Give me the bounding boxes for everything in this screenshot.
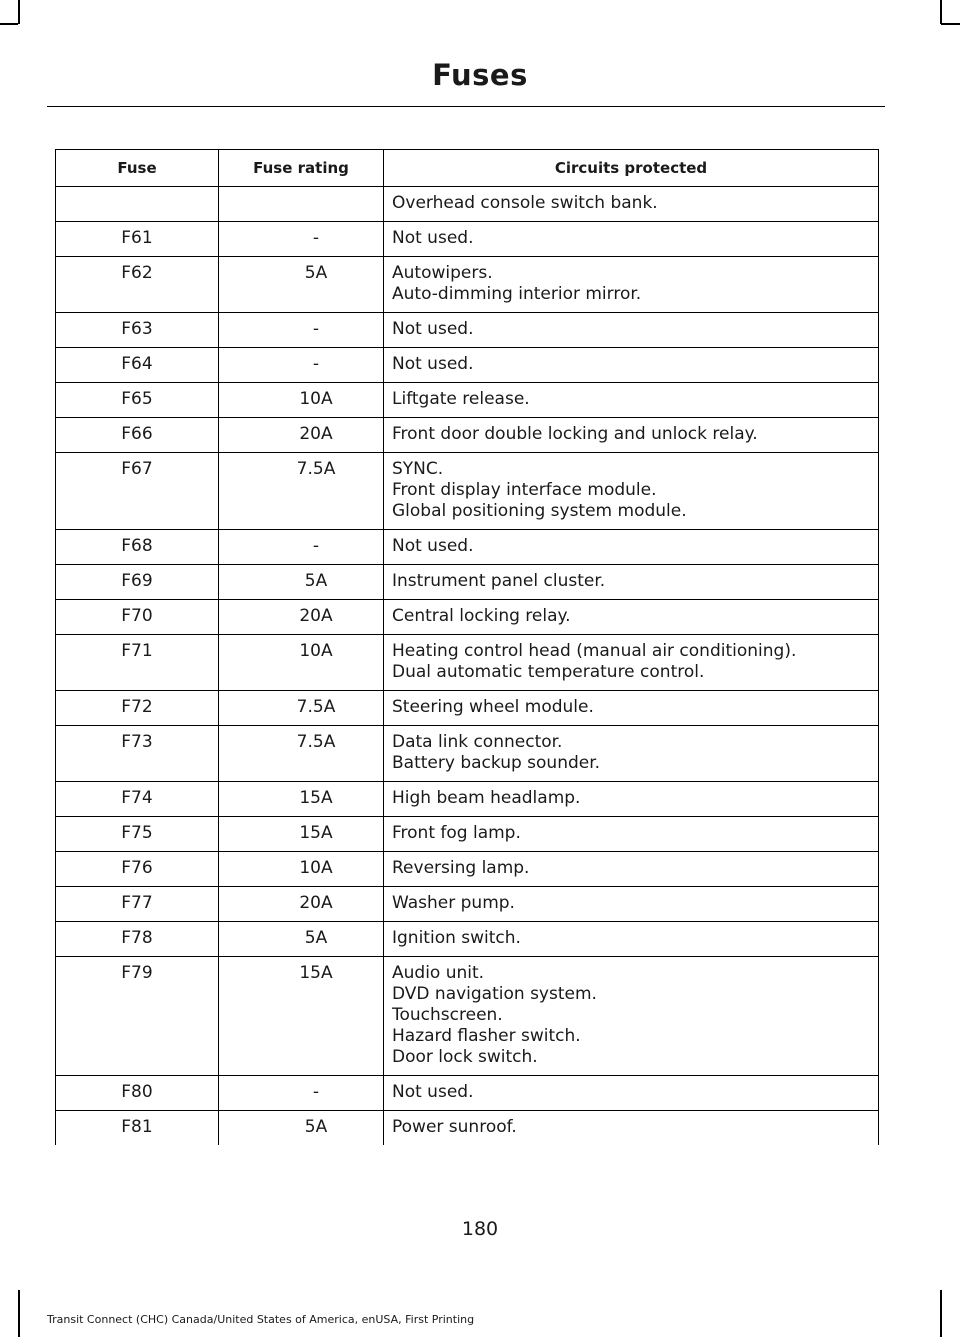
circuit-line: Overhead console switch bank.	[392, 193, 658, 213]
fuse-rating-cell: -	[219, 313, 384, 348]
fuse-rating-cell: 7.5A	[219, 453, 384, 530]
circuit-line: Battery backup sounder.	[392, 753, 601, 773]
circuit-line: Data link connector.	[392, 732, 563, 752]
table-row	[56, 726, 879, 782]
fuse-rating-cell: 5A	[219, 565, 384, 600]
footer-text: Transit Connect (CHC) Canada/United States of America, enUSA, First Printing	[47, 1313, 475, 1326]
table-row	[56, 782, 879, 817]
circuits-protected-cell	[384, 726, 879, 782]
circuit-line: DVD navigation system.	[392, 984, 597, 1004]
circuits-protected-cell	[384, 257, 879, 313]
table-row	[56, 957, 879, 1076]
fuse-rating-cell: 5A	[219, 257, 384, 313]
circuit-line: SYNC.	[392, 459, 444, 479]
fuse-id-cell: F68	[56, 530, 219, 565]
fuse-id-cell: F62	[56, 257, 219, 313]
crop-mark	[18, 0, 20, 24]
fuse-rating-cell: -	[219, 348, 384, 383]
fuse-id-cell: F61	[56, 222, 219, 257]
fuse-id-cell: F65	[56, 383, 219, 418]
circuit-line: Not used.	[392, 319, 474, 339]
circuits-protected-cell	[384, 887, 879, 922]
fuse-rating-cell: 10A	[219, 635, 384, 691]
fuse-rating-cell: 10A	[219, 852, 384, 887]
table-row	[56, 922, 879, 957]
circuits-protected-cell	[384, 383, 879, 418]
fuse-rating-cell: 20A	[219, 600, 384, 635]
circuits-protected-cell	[384, 852, 879, 887]
fuse-id-cell: F75	[56, 817, 219, 852]
fuse-rating-cell: 5A	[219, 922, 384, 957]
fuse-rating-cell: 5A	[219, 1111, 384, 1146]
circuits-protected-cell	[384, 313, 879, 348]
circuit-line: Front display interface module.	[392, 480, 657, 500]
fuse-rating-cell: 10A	[219, 383, 384, 418]
fuse-id-cell: F78	[56, 922, 219, 957]
table-row	[56, 187, 879, 222]
circuit-line: Global positioning system module.	[392, 501, 687, 521]
table-row	[56, 635, 879, 691]
circuits-protected-cell	[384, 600, 879, 635]
crop-mark	[941, 23, 960, 25]
title-divider	[47, 106, 885, 107]
table-row	[56, 257, 879, 313]
fuse-rating-cell: -	[219, 1076, 384, 1111]
circuit-line: Central locking relay.	[392, 606, 571, 626]
crop-mark	[940, 0, 942, 24]
table-row	[56, 418, 879, 453]
fuse-id-cell: F80	[56, 1076, 219, 1111]
fuse-id-cell: F70	[56, 600, 219, 635]
table-row	[56, 348, 879, 383]
circuit-line: Not used.	[392, 354, 474, 374]
circuit-line: Reversing lamp.	[392, 858, 530, 878]
circuits-protected-cell	[384, 565, 879, 600]
fuse-id-cell: F63	[56, 313, 219, 348]
table-row	[56, 222, 879, 257]
fuse-rating-cell: 20A	[219, 887, 384, 922]
circuit-line: Ignition switch.	[392, 928, 521, 948]
circuit-line: Autowipers.	[392, 263, 493, 283]
circuits-protected-cell	[384, 348, 879, 383]
table-row	[56, 1111, 879, 1146]
fuse-rating-cell: -	[219, 530, 384, 565]
circuits-protected-cell	[384, 1076, 879, 1111]
fuse-id-cell: F77	[56, 887, 219, 922]
circuit-line: High beam headlamp.	[392, 788, 581, 808]
table-row	[56, 852, 879, 887]
fuse-id-cell: F72	[56, 691, 219, 726]
circuit-line: Steering wheel module.	[392, 697, 594, 717]
crop-mark	[940, 1290, 942, 1337]
circuits-protected-cell	[384, 957, 879, 1076]
crop-mark	[0, 23, 18, 25]
circuit-line: Liftgate release.	[392, 389, 530, 409]
circuits-protected-cell	[384, 817, 879, 852]
column-header-fuse-rating: Fuse rating	[219, 150, 384, 187]
circuit-line: Washer pump.	[392, 893, 515, 913]
table-row	[56, 530, 879, 565]
circuit-line: Instrument panel cluster.	[392, 571, 606, 591]
circuit-line: Auto-dimming interior mirror.	[392, 284, 642, 304]
fuse-id-cell: F74	[56, 782, 219, 817]
circuit-line: Heating control head (manual air conditioning).	[392, 641, 797, 661]
fuse-rating-cell: 15A	[219, 782, 384, 817]
fuse-id-cell: F76	[56, 852, 219, 887]
circuits-protected-cell	[384, 222, 879, 257]
table-row	[56, 383, 879, 418]
table-row	[56, 600, 879, 635]
table-header-row	[56, 150, 879, 187]
fuse-rating-cell: 7.5A	[219, 726, 384, 782]
fuse-rating-cell: 15A	[219, 817, 384, 852]
circuits-protected-cell	[384, 922, 879, 957]
fuse-rating-cell: 7.5A	[219, 691, 384, 726]
circuits-protected-cell	[384, 187, 879, 222]
fuse-id-cell	[56, 187, 219, 222]
fuse-id-cell: F73	[56, 726, 219, 782]
fuse-rating-cell: 20A	[219, 418, 384, 453]
circuit-line: Touchscreen.	[392, 1005, 503, 1025]
table-row	[56, 691, 879, 726]
circuit-line: Not used.	[392, 228, 474, 248]
crop-mark	[18, 1290, 20, 1337]
fuse-table	[55, 149, 879, 1145]
circuits-protected-cell	[384, 635, 879, 691]
circuits-protected-cell	[384, 418, 879, 453]
table-row	[56, 453, 879, 530]
table-row	[56, 1076, 879, 1111]
fuse-id-cell: F67	[56, 453, 219, 530]
table-body	[56, 187, 879, 1146]
fuse-id-cell: F79	[56, 957, 219, 1076]
fuse-id-cell: F64	[56, 348, 219, 383]
circuit-line: Front fog lamp.	[392, 823, 521, 843]
fuse-id-cell: F69	[56, 565, 219, 600]
circuit-line: Power sunroof.	[392, 1117, 517, 1137]
page-number: 180	[461, 1218, 499, 1240]
circuits-protected-cell	[384, 691, 879, 726]
column-header-circuits-protected: Circuits protected	[384, 150, 879, 187]
table-row	[56, 817, 879, 852]
fuse-rating-cell	[219, 187, 384, 222]
fuse-id-cell: F81	[56, 1111, 219, 1146]
circuit-line: Hazard flasher switch.	[392, 1026, 581, 1046]
table-row	[56, 313, 879, 348]
fuse-id-cell: F66	[56, 418, 219, 453]
circuits-protected-cell	[384, 453, 879, 530]
fuse-rating-cell: -	[219, 222, 384, 257]
circuit-line: Not used.	[392, 536, 474, 556]
circuit-line: Audio unit.	[392, 963, 485, 983]
circuits-protected-cell	[384, 782, 879, 817]
circuit-line: Door lock switch.	[392, 1047, 538, 1067]
circuit-line: Not used.	[392, 1082, 474, 1102]
column-header-fuse: Fuse	[56, 150, 219, 187]
table-row	[56, 565, 879, 600]
table-row	[56, 887, 879, 922]
page-title: Fuses	[432, 58, 528, 92]
fuse-id-cell: F71	[56, 635, 219, 691]
circuits-protected-cell	[384, 1111, 879, 1146]
circuits-protected-cell	[384, 530, 879, 565]
circuit-line: Front door double locking and unlock relay.	[392, 424, 758, 444]
fuse-rating-cell: 15A	[219, 957, 384, 1076]
circuit-line: Dual automatic temperature control.	[392, 662, 705, 682]
